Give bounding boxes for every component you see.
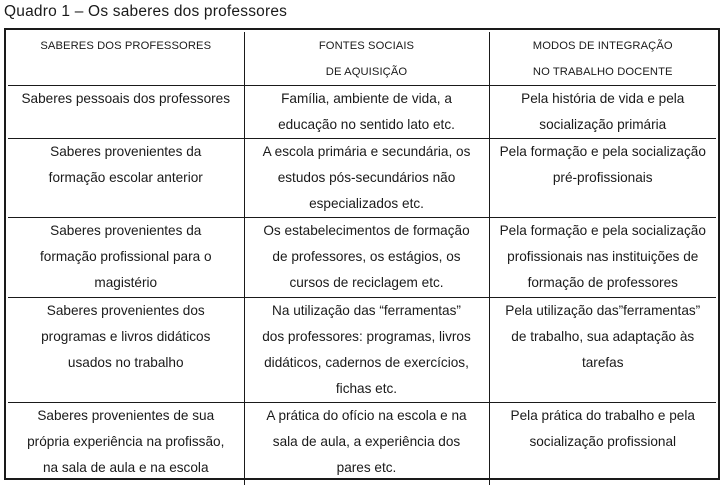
cell-modos — [489, 139, 716, 218]
cell-line: Saberes pessoais dos professores — [21, 91, 231, 106]
cell-line: didáticos, cadernos de exercícios, — [264, 355, 469, 370]
cell-line: de trabalho, sua adaptação às — [511, 329, 695, 344]
table-row — [8, 139, 716, 218]
cell-line: Pela prática do trabalho e pela — [510, 408, 695, 423]
table-frame — [4, 28, 720, 480]
cell-line: estudos pós-secundários não — [277, 170, 456, 185]
cell-modos — [489, 298, 716, 403]
cell-line: socialização profissional — [529, 434, 677, 449]
cell-line: Família, ambiente de vida, a — [281, 91, 452, 106]
header-fontes-sociais — [244, 32, 489, 86]
header-modos-integracao — [489, 32, 716, 86]
cell-line: Os estabelecimentos de formação — [263, 223, 470, 238]
cell-line: na sala de aula e na escola — [42, 460, 209, 475]
cell-line: Pela formação e pela socialização — [499, 223, 706, 238]
cell-line: Saberes provenientes dos — [46, 303, 205, 318]
cell-line: pares etc. — [336, 460, 397, 475]
knowledge-table — [8, 32, 716, 485]
cell-line: própria experiência na profissão, — [27, 434, 225, 449]
table-row — [8, 403, 716, 485]
cell-line: tarefas — [581, 355, 624, 370]
header-line: DE AQUISIÇÃO — [325, 66, 408, 78]
cell-line: Saberes provenientes da — [50, 144, 202, 159]
cell-fontes — [244, 86, 489, 139]
table-caption: Quadro 1 – Os saberes dos professores — [4, 3, 288, 20]
cell-line: formação escolar anterior — [48, 170, 203, 185]
header-line: NO TRABALHO DOCENTE — [532, 66, 673, 78]
cell-saberes — [8, 86, 244, 139]
header-line: MODOS DE INTEGRAÇÃO — [532, 40, 673, 52]
cell-fontes — [244, 298, 489, 403]
cell-fontes — [244, 218, 489, 298]
cell-saberes — [8, 218, 244, 298]
cell-line: Saberes provenientes de sua — [37, 408, 215, 423]
table-row — [8, 298, 716, 403]
cell-line: formação de professores — [527, 275, 678, 290]
cell-saberes — [8, 139, 244, 218]
cell-line: especializados etc. — [309, 196, 424, 211]
cell-fontes — [244, 403, 489, 485]
cell-line: cursos de reciclagem etc. — [289, 275, 444, 290]
cell-saberes — [8, 403, 244, 485]
cell-line: socialização primária — [539, 117, 667, 132]
cell-line: Na utilização das “ferramentas” — [272, 303, 461, 318]
cell-line: A prática do ofício na escola e na — [266, 408, 467, 423]
cell-line: sala de aula, a experiência dos — [272, 434, 461, 449]
cell-line: Saberes provenientes da — [50, 223, 202, 238]
cell-line: formação profissional para o — [39, 249, 212, 264]
table-row — [8, 86, 716, 139]
cell-line: educação no sentido lato etc. — [278, 117, 455, 132]
header-saberes — [8, 32, 244, 86]
cell-line: Pela formação e pela socialização — [499, 144, 706, 159]
cell-line: Pela história de vida e pela — [521, 91, 685, 106]
table-row — [8, 218, 716, 298]
cell-line: programas e livros didáticos — [41, 329, 211, 344]
cell-fontes — [244, 139, 489, 218]
table-header-row — [8, 32, 716, 86]
cell-modos — [489, 218, 716, 298]
cell-line: usados no trabalho — [67, 355, 184, 370]
cell-modos — [489, 86, 716, 139]
cell-line: Pela utilização das”ferramentas” — [505, 303, 701, 318]
header-line: SABERES DOS PROFESSORES — [40, 40, 212, 52]
cell-line: fichas etc. — [335, 381, 398, 396]
cell-modos — [489, 403, 716, 485]
header-line: FONTES SOCIAIS — [318, 40, 415, 52]
cell-line: dos professores: programas, livros — [262, 329, 471, 344]
cell-line: A escola primária e secundária, os — [262, 144, 471, 159]
cell-saberes — [8, 298, 244, 403]
cell-line: profissionais nas instituições de — [507, 249, 699, 264]
cell-line: pré-profissionais — [552, 170, 653, 185]
cell-line: de professores, os estágios, os — [272, 249, 461, 264]
cell-line: magistério — [94, 275, 158, 290]
